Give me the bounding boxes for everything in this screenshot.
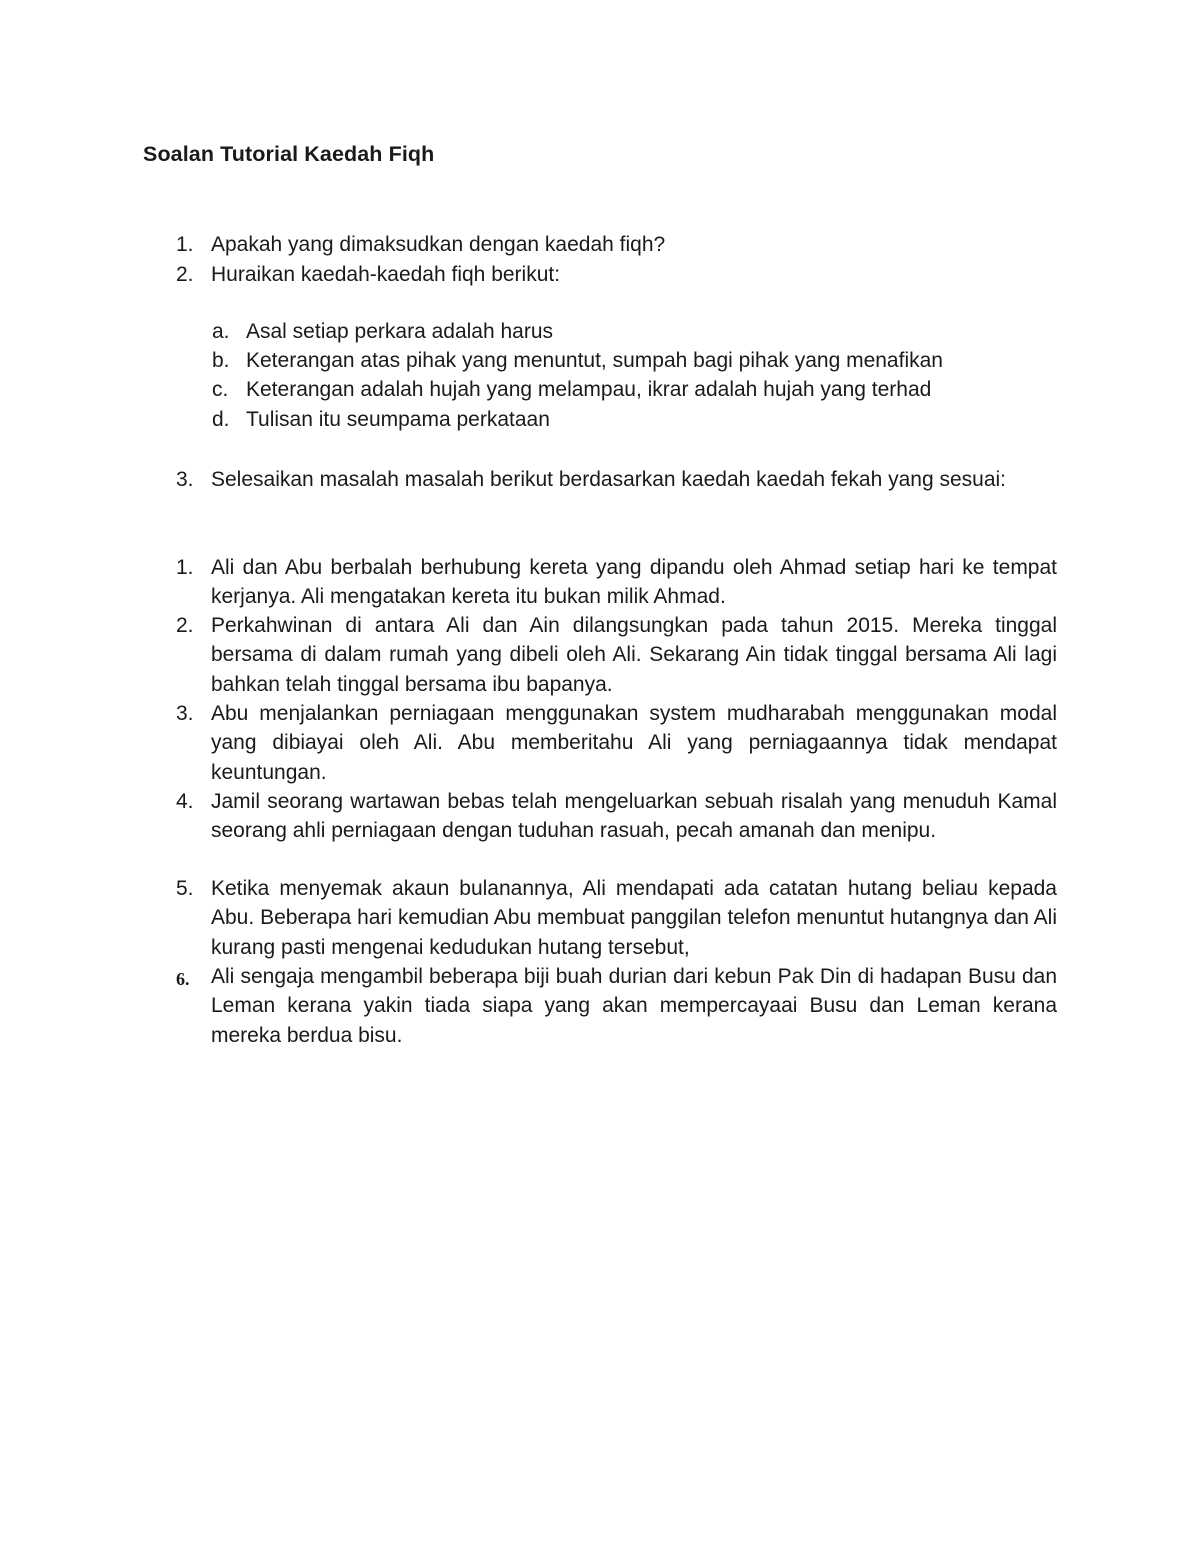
case-number: 4. [176, 790, 194, 813]
sub-item-letter: c. [212, 378, 229, 401]
case-number: 3. [176, 702, 194, 725]
sub-item-text: Asal setiap perkara adalah harus [246, 320, 554, 343]
case-number: 6. [176, 969, 190, 989]
sub-item-letter: a. [212, 320, 230, 343]
case-text: Ali sengaja mengambil beberapa biji buah durian dari kebun Pak Din di hadapan Busu dan Leman kerana yakin tiada siapa yang akan mempercayaai Busu dan Leman kerana mereka berdua bisu. [211, 965, 1057, 1047]
sub-item-letter: d. [212, 408, 230, 431]
question-text: Selesaikan masalah masalah berikut berdasarkan kaedah kaedah fekah yang sesuai: [211, 468, 1007, 491]
question-text: Apakah yang dimaksudkan dengan kaedah fiqh? [211, 233, 666, 256]
case-number: 5. [176, 877, 194, 900]
case-number: 1. [176, 556, 194, 579]
sub-item-letter: b. [212, 349, 230, 372]
case-text: Jamil seorang wartawan bebas telah mengeluarkan sebuah risalah yang menuduh Kamal seorang ahli perniagaan dengan tuduhan rasuah, pecah amanah dan menipu. [211, 790, 1057, 843]
sub-item-text: Tulisan itu seumpama perkataan [246, 408, 550, 431]
case-text: Perkahwinan di antara Ali dan Ain dilangsungkan pada tahun 2015. Mereka tinggal bersama di dalam rumah yang dibeli oleh Ali. Sekarang Ain tidak tinggal bersama Ali lagi bahkan telah tinggal bersama ibu bapanya. [211, 614, 1057, 696]
case-text: Abu menjalankan perniagaan menggunakan system mudharabah menggunakan modal yang dibiayai oleh Ali. Abu memberitahu Ali yang perniagaannya tidak mendapat keuntungan. [211, 702, 1057, 784]
sub-item-text: Keterangan adalah hujah yang melampau, ikrar adalah hujah yang terhad [246, 378, 932, 401]
question-text: Huraikan kaedah-kaedah fiqh berikut: [211, 263, 561, 286]
document-title: Soalan Tutorial Kaedah Fiqh [143, 142, 435, 166]
case-number: 2. [176, 614, 194, 637]
question-number: 1. [176, 233, 194, 256]
question-number: 3. [176, 468, 194, 491]
question-number: 2. [176, 263, 194, 286]
sub-item-text: Keterangan atas pihak yang menuntut, sumpah bagi pihak yang menafikan [246, 349, 943, 372]
case-text: Ketika menyemak akaun bulanannya, Ali mendapati ada catatan hutang beliau kepada Abu. Beberapa hari kemudian Abu membuat panggilan telefon menuntut hutangnya dan Ali kurang pasti mengenai kedudukan hutang tersebut, [211, 877, 1057, 959]
case-text: Ali dan Abu berbalah berhubung kereta yang dipandu oleh Ahmad setiap hari ke tempat kerjanya. Ali mengatakan kereta itu bukan milik Ahmad. [211, 556, 1057, 609]
